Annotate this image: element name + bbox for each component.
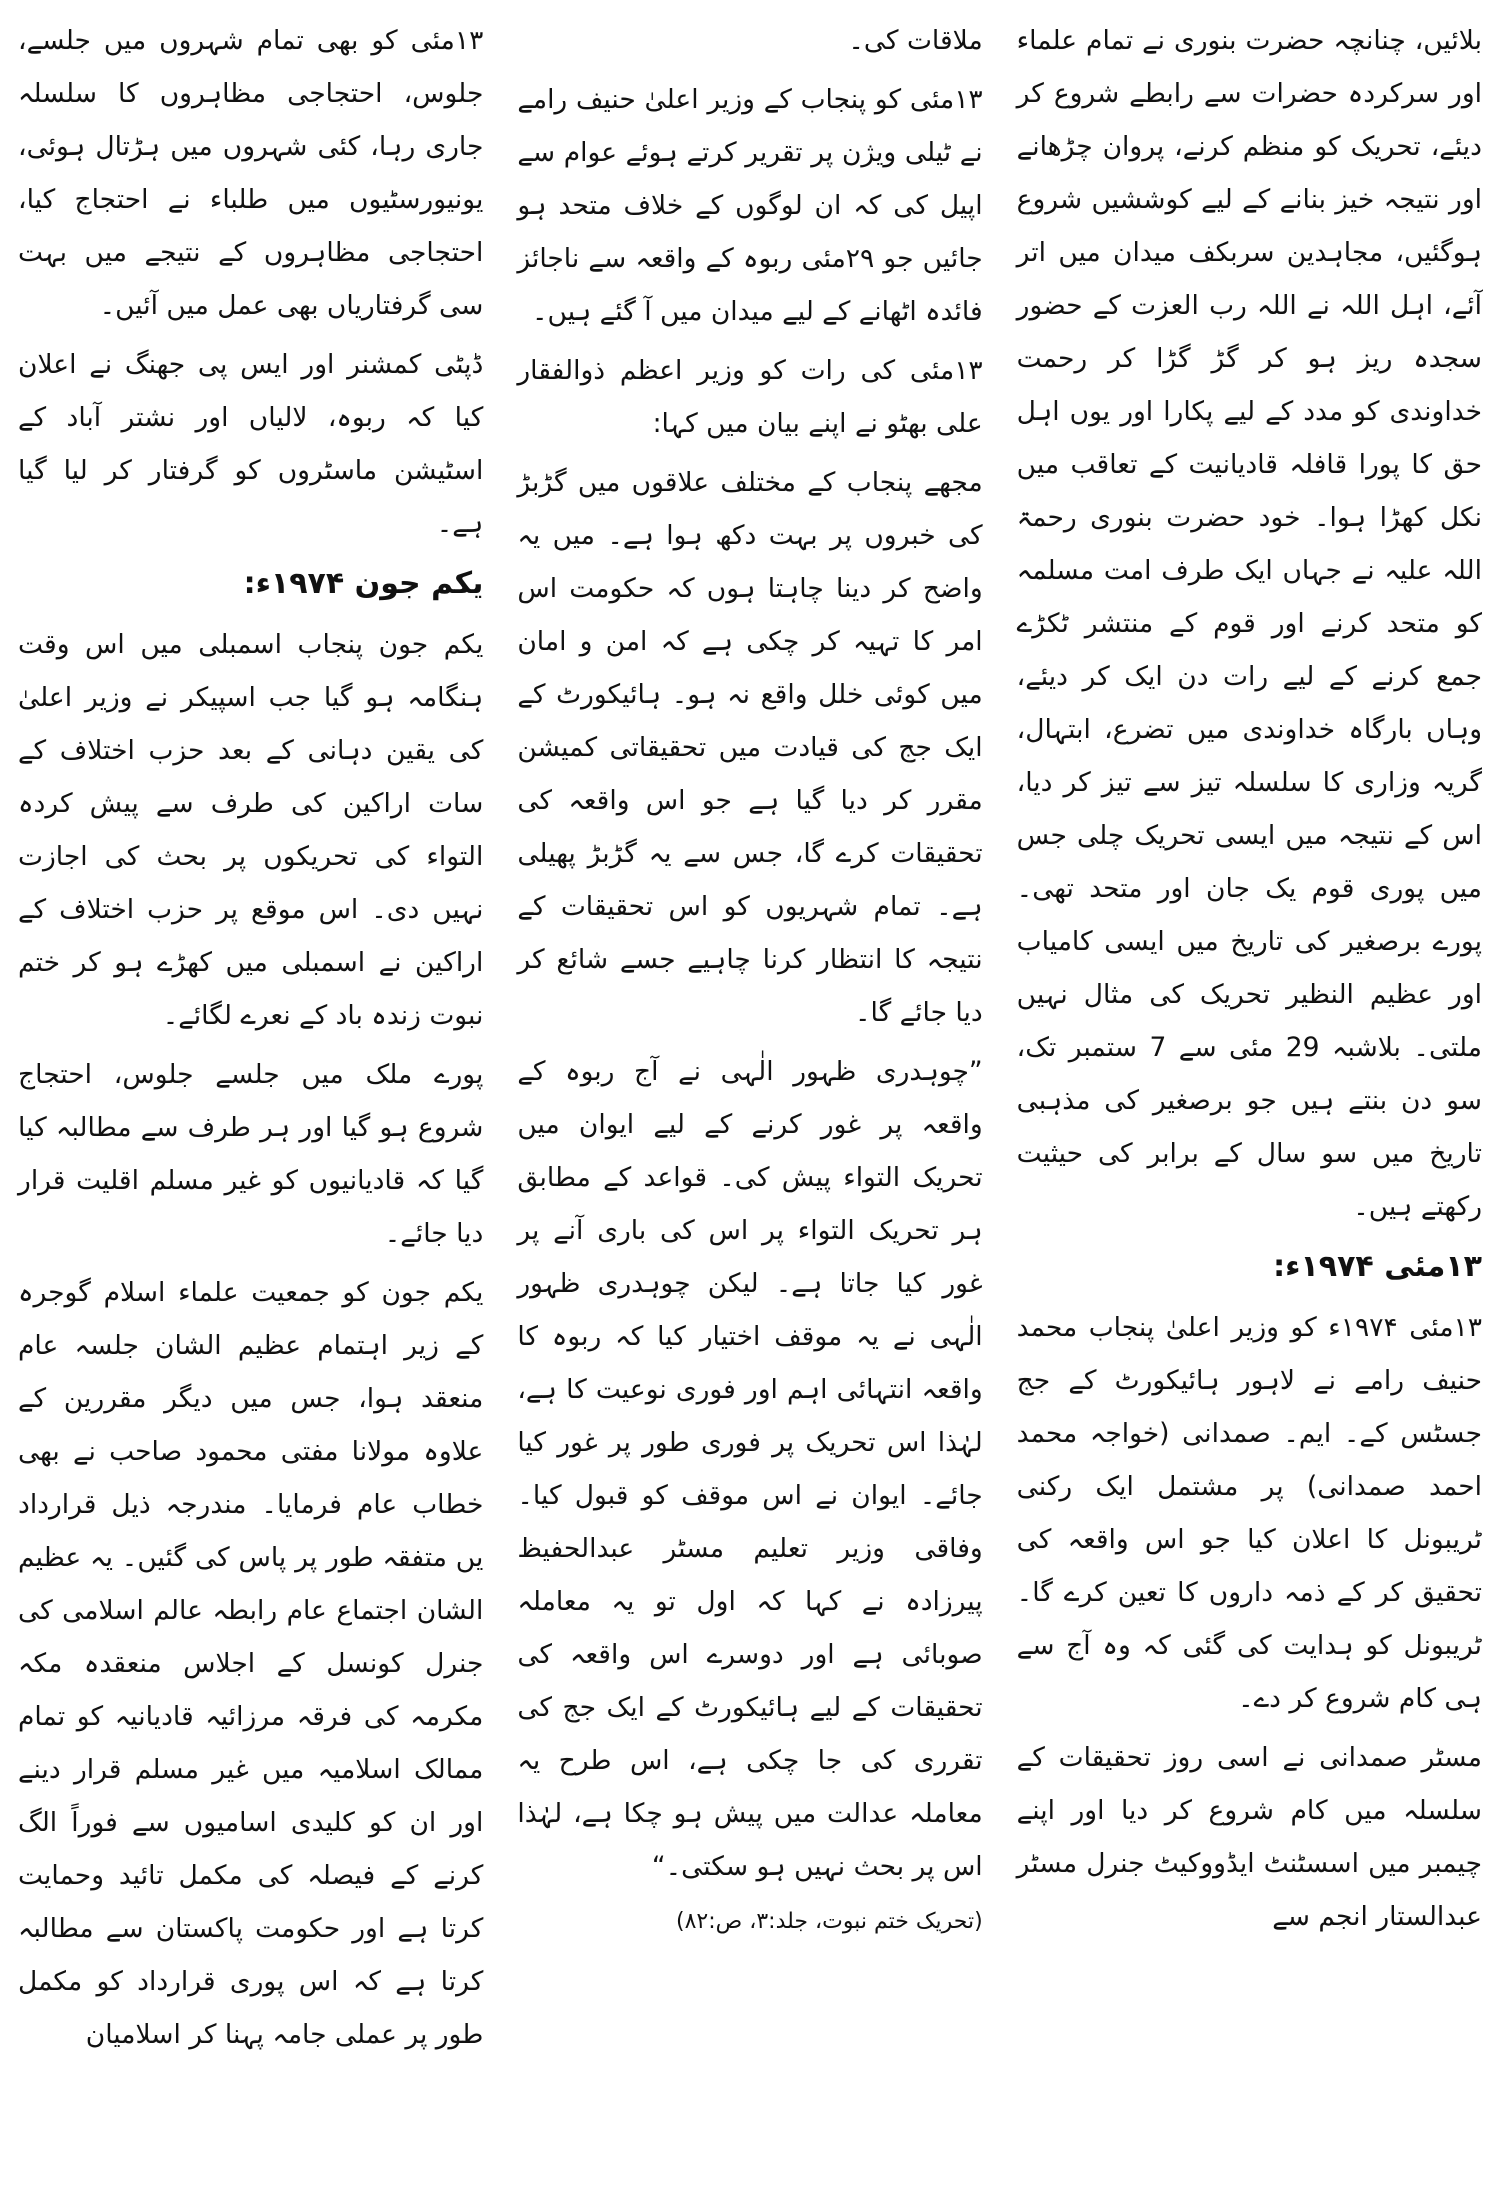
text-columns (18, 14, 1482, 2190)
paragraph: یکم جون کو جمعیت علماء اسلام گوجرہ کے زیر اہتمام عظیم الشان جلسہ عام منعقد ہوا، جس میں دیگر مقررین کے علاوہ مولانا مفتی محمود صاحب نے بھی خطاب عام فرمایا۔ مندرجہ ذیل قرارداد یں متفقہ طور پر پاس کی گئیں۔ یہ عظیم الشان اجتماع عام رابطہ عالم اسلامی کی جنرل کونسل کے اجلاس منعقدہ مکہ مکرمہ کی فرقہ مرزائیہ قادیانیہ کو تمام ممالک اسلامیہ میں غیر مسلم قرار دینے اور ان کو کلیدی اسامیوں سے فوراً الگ کرنے کے فیصلہ کی مکمل تائید وحمایت کرتا ہے اور حکومت پاکستان سے مطالبہ کرتا ہے کہ اس پوری قرارداد کو مکمل طور پر عملی جامہ پہنا کر اسلامیان (18, 1277, 484, 2050)
paragraph: ۱۳مئی کو بھی تمام شہروں میں جلسے، جلوس، احتجاجی مظاہروں کا سلسلہ جاری رہا، کئی شہروں میں ہڑتال ہوئی، یونیورسٹیوں میں طلباء نے احتجاج کیا، احتجاجی مظاہروں کے نتیجے میں بہت سی گرفتاریاں بھی عمل میں آئیں۔ (18, 25, 484, 321)
paragraph: ڈپٹی کمشنر اور ایس پی جھنگ نے اعلان کیا کہ ربوہ، لالیاں اور نشتر آباد کے اسٹیشن ماسٹروں کو گرفتار کر لیا گیا ہے۔ (18, 349, 484, 539)
paragraph: مجھے پنجاب کے مختلف علاقوں میں گڑبڑ کی خبروں پر بہت دکھ ہوا ہے۔ میں یہ واضح کر دینا چاہتا ہوں کہ حکومت اس امر کا تہیہ کر چکی ہے کہ امن و امان میں کوئی خلل واقع نہ ہو۔ ہائیکورٹ کے ایک جج کی قیادت میں تحقیقاتی کمیشن مقرر کر دیا گیا ہے جو اس واقعہ کی تحقیقات کرے گا، جس سے یہ گڑبڑ پھیلی ہے۔ تمام شہریوں کو اس تحقیقات کے نتیجہ کا انتظار کرنا چاہیے جسے شائع کر دیا جائے گا۔ (517, 467, 983, 1028)
paragraph: یکم جون پنجاب اسمبلی میں اس وقت ہنگامہ ہو گیا جب اسپیکر نے وزیر اعلیٰ کی یقین دہانی کے بعد حزب اختلاف کے سات اراکین کی طرف سے پیش کردہ التواء کی تحریکوں پر بحث کی اجازت نہیں دی۔ اس موقع پر حزب اختلاف کے اراکین نے اسمبلی میں کھڑے ہو کر ختم نبوت زندہ باد کے نعرے لگائے۔ (18, 629, 484, 1031)
paragraph: مسٹر صمدانی نے اسی روز تحقیقات کے سلسلہ میں کام شروع کر دیا اور اپنے چیمبر میں اسسٹنٹ ایڈووکیٹ جنرل مسٹر عبدالستار انجم سے (1016, 1742, 1482, 1932)
section-heading: ۱۳مئی ۱۹۷۴ء: (1273, 1249, 1482, 1284)
paragraph: پورے ملک میں جلسے جلوس، احتجاج شروع ہو گیا اور ہر طرف سے مطالبہ کیا گیا کہ قادیانیوں کو غیر مسلم اقلیت قرار دیا جائے۔ (18, 1059, 484, 1249)
column-middle (517, 14, 982, 2190)
column-left (18, 14, 483, 2190)
paragraph: ”چوہدری ظہور الٰہی نے آج ربوہ کے واقعہ پر غور کرنے کے لیے ایوان میں تحریک التواء پیش کی۔ قواعد کے مطابق ہر تحریک التواء پر اس کی باری آنے پر غور کیا جاتا ہے۔ لیکن چوہدری ظہور الٰہی نے یہ موقف اختیار کیا کہ ربوہ کا واقعہ انتہائی اہم اور فوری نوعیت کا ہے، لہٰذا اس تحریک پر فوری طور پر غور کیا جائے۔ ایوان نے اس موقف کو قبول کیا۔ وفاقی وزیر تعلیم مسٹر عبدالحفیظ پیرزادہ نے کہا کہ اول تو یہ معاملہ صوبائی ہے اور دوسرے اس واقعہ کی تحقیقات کے لیے ہائیکورٹ کے ایک جج کی تقرری کی جا چکی ہے، اس طرح یہ معاملہ عدالت میں پیش ہو چکا ہے، لہٰذا اس پر بحث نہیں ہو سکتی۔“ (517, 1056, 983, 1882)
paragraph: ۱۳مئی ۱۹۷۴ء کو وزیر اعلیٰ پنجاب محمد حنیف رامے نے لاہور ہائیکورٹ کے جج جسٹس کے۔ ایم۔ صمدانی (خواجہ محمد احمد صمدانی) پر مشتمل ایک رکنی ٹریبونل کا اعلان کیا جو اس واقعہ کی تحقیق کر کے ذمہ داروں کا تعین کرے گا۔ ٹریبونل کو ہدایت کی گئی کہ وہ آج سے ہی کام شروع کر دے۔ (1016, 1312, 1483, 1714)
citation: (تحریک ختم نبوت، جلد:۳، ص:۸۲) (676, 1909, 983, 1934)
section-heading: یکم جون ۱۹۷۴ء: (243, 566, 484, 601)
paragraph: ۱۳مئی کی رات کو وزیر اعظم ذوالفقار علی بھٹو نے اپنے بیان میں کہا: (517, 355, 983, 439)
column-right (1017, 14, 1482, 2190)
paragraph: ۱۳مئی کو پنجاب کے وزیر اعلیٰ حنیف رامے نے ٹیلی ویژن پر تقریر کرتے ہوئے عوام سے اپیل کی کہ ان لوگوں کے خلاف متحد ہو جائیں جو ۲۹مئی ربوہ کے واقعہ سے ناجائز فائدہ اٹھانے کے لیے میدان میں آ گئے ہیں۔ (517, 84, 983, 327)
paragraph: ملاقات کی۔ (848, 25, 983, 56)
paragraph: بلائیں، چنانچہ حضرت بنوری نے تمام علماء اور سرکردہ حضرات سے رابطے شروع کر دیئے، تحریک کو منظم کرنے، پروان چڑھانے اور نتیجہ خیز بنانے کے لیے کوششیں شروع ہوگئیں، مجاہدین سربکف میدان میں اتر آئے، اہل اللہ نے اللہ رب العزت کے حضور سجدہ ریز ہو کر گڑ گڑا کر رحمت خداوندی کو مدد کے لیے پکارا اور یوں اہل حق کا پورا قافلہ قادیانیت کے تعاقب میں نکل کھڑا ہوا۔ خود حضرت بنوری رحمۃ اللہ علیہ نے جہاں ایک طرف امت مسلمہ کو متحد کرنے اور قوم کے منتشر ٹکڑے جمع کرنے کے لیے رات دن ایک کر دیئے، وہاں بارگاہ خداوندی میں تضرع، ابتہال، گریہ وزاری کا سلسلہ تیز سے تیز کر دیا، اس کے نتیجہ میں ایسی تحریک چلی جس میں پوری قوم یک جان اور متحد تھی۔ پورے برصغیر کی تاریخ میں ایسی کامیاب اور عظیم النظیر تحریک کی مثال نہیں ملتی۔ بلاشبہ 29 مئی سے 7 ستمبر تک، سو دن بنتے ہیں جو برصغیر کی مذہبی تاریخ میں سو سال کے برابر کی حیثیت رکھتے ہیں۔ (1016, 25, 1483, 1222)
